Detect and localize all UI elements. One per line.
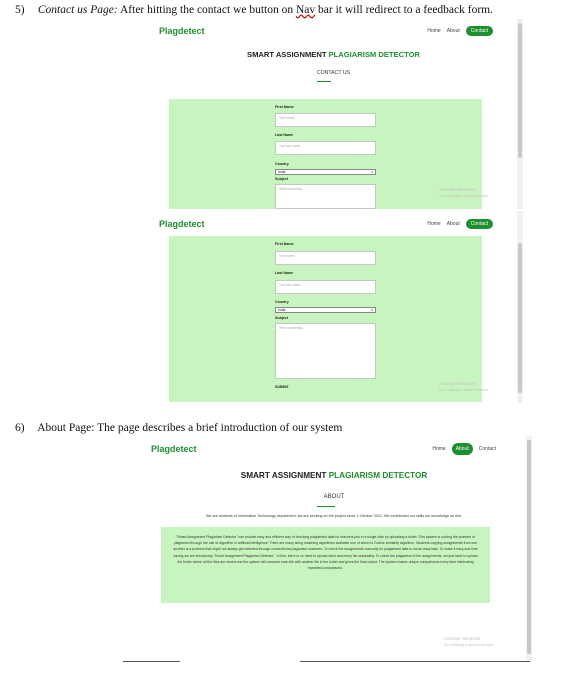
caption-contact-page: 5) Contact us Page: After hitting the contact we button on Nav bar it will redirect to a feedback form. [15,4,493,16]
first-name-label: First Name [275,105,294,109]
first-name-input[interactable]: Your name.. [275,113,376,127]
bottom-rule-left [123,661,180,662]
about-intro: We are students of Information Technology department, we are working on the project since 1 October 2021. We contributed our skills our knowledge on this. [205,514,462,518]
country-label: Country [275,162,289,166]
nav-home[interactable]: Home [427,28,441,34]
subject-label: Subject [275,316,288,320]
first-name-input[interactable]: Your name.. [275,251,376,265]
caption-about-page: 6) About Page: The page describes a brief introduction of our system [15,422,343,434]
last-name-input[interactable]: Your last name.. [275,280,376,294]
contact-screenshot-scrolled [150,211,523,403]
contact-screenshot-top [150,19,523,209]
country-select[interactable]: India ▾ [275,169,376,175]
last-name-label: Last Name [275,133,294,137]
brand-logo: Plagdetect [159,219,205,229]
about-body: "Smart Assignment Plagiarism Detector" can provide easy and efficient way of checking plagiarised data for teachers just in a single click by uploading a folder. This system is solving the problem of plagiarism through the use of algorithm in artificial intelligence. There are many string matching algorithms available one of which is Cosine similarity algorithm. Students copying assignments from one another is a problem that might not always get detected through conventional plagiarism scanners. To check the assignments manually for plagiarised data is not an easy task. To make it easy and time saving we are introducing "Smart Assignment Plagiarism Detector". In this, there is no need to upload each and every file separately. To check the plagiarism of the assignments, we just have to upload the folder where all the files are stored and the system will compare each file with another file in the folder and gives the final output. The system makes unique comparisons every time eliminating repeated comparisons. [173,535,478,571]
about-screenshot [142,436,532,661]
scrollbar[interactable] [526,436,532,661]
chevron-down-icon: ▾ [371,170,373,174]
nav-about[interactable]: About [446,28,460,34]
country-label: Country [275,300,289,304]
bottom-rule-right [300,661,530,662]
contact-heading: CONTACT US [316,70,351,76]
country-select[interactable]: India ▾ [275,307,376,313]
about-heading: ABOUT [323,494,345,500]
contact-form-panel [169,99,482,209]
submit-button[interactable]: SUBMIT [275,385,289,389]
activate-windows-watermark: Activate Windows Go to Settings to activate Windows. [439,187,490,198]
activate-windows-watermark: Activate Windows Go to Settings to activate Windows. [439,381,490,392]
scrollbar[interactable] [517,19,523,209]
heading-rule [317,81,331,82]
brand-logo: Plagdetect [151,444,197,454]
nav-home[interactable]: Home [427,221,441,227]
brand-logo: Plagdetect [159,26,205,36]
navbar [427,219,493,229]
last-name-label: Last Name [275,271,294,275]
site-title: SMART ASSIGNMENT PLAGIARISM DETECTOR [247,50,420,59]
contact-form-panel [169,236,482,402]
subject-textarea[interactable]: Write something.. [275,323,376,379]
navbar [427,26,493,36]
nav-contact-active[interactable]: Contact [466,219,493,229]
activate-windows-watermark: Activate Windows Go to Settings to activate Windows. [444,636,495,647]
caption-lead: Contact us Page: [37,4,118,16]
last-name-input[interactable]: Your last name.. [275,141,376,155]
subject-label: Subject [275,177,288,181]
about-description-panel [161,527,490,603]
nav-contact-active[interactable]: Contact [466,26,493,36]
nav-home[interactable]: Home [432,446,446,452]
site-title: SMART ASSIGNMENT PLAGIARISM DETECTOR [240,471,428,480]
navbar [432,443,496,455]
subject-textarea[interactable]: Write something.. [275,184,376,209]
nav-about[interactable]: About [446,221,460,227]
scrollbar[interactable] [517,211,523,403]
chevron-down-icon: ▾ [371,308,373,312]
nav-about-active[interactable]: About [452,443,473,455]
nav-contact[interactable]: Contact [478,446,496,452]
misspelled-word: Nav [295,4,316,16]
first-name-label: First Name [275,242,294,246]
heading-rule [317,506,335,507]
